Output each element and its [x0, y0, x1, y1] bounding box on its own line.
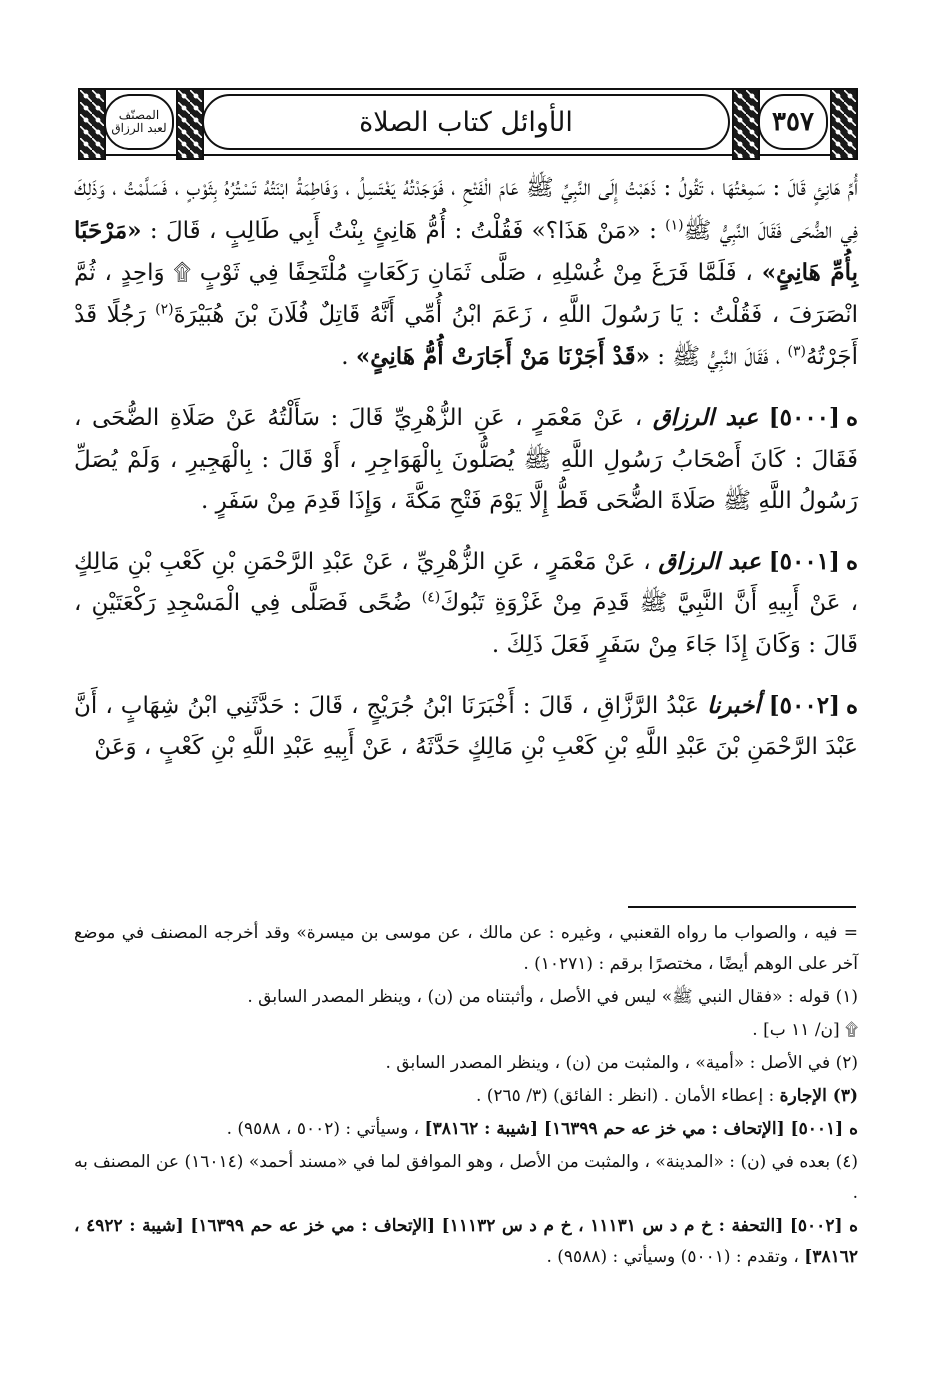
page-number: [758, 94, 828, 150]
isnad-head: عبد الرزاق: [652, 403, 759, 431]
text-run: ، عَنْ مَعْمَرٍ ، عَنِ الزُّهْرِيِّ ، عَنْ عَبْدِ الرَّحْمَنِ بْنِ كَعْبِ بْنِ مَالِكٍ ، عَنْ أَبِيهِ أَنَّ النَّبِيَّ ﷺ قَدِمَ مِنْ غَزْوَةِ تَبُوكَ: [74, 548, 858, 617]
footnote-text: ، وتقدم : (٥٠٠١) وسيأتي : (٩٥٨٨) .: [546, 1247, 805, 1267]
text-run: رَجُلًا قَدْ أَجَرْتُهُ: [74, 301, 858, 371]
ornament-icon: [830, 88, 858, 160]
hadith-number: [٥٠٠١]: [768, 547, 840, 575]
book-badge-text: المصنّف لعبد الرزاق: [111, 108, 167, 135]
footnote-ref: (٣): [787, 343, 806, 360]
footnote-label: ه [٥٠٠٢] [التحفة : خ م د س ١١١٣١ ، خ م د س ١١١٣٢] [الإتحاف : مي خز عه حم ١٦٣٩٩] [شيبة : ٤٩٢٢ ، ٣٨١٦٢]: [74, 1216, 858, 1267]
footnote-1: (١) قوله : «فقال النبي ﷺ» ليس في الأصل ، وأثبتناه من (ن) ، وينظر المصدر السابق .: [247, 987, 858, 1007]
footnote-5002: [74, 1211, 858, 1273]
page-number-text: ٣٥٧: [772, 107, 814, 137]
text-run: أُمِّ هَانِئٍ قَالَ : سَمِعْتُهَا ، تَقُولُ : ذَهَبْتُ إِلَى النَّبِيِّ ﷺ عَامَ الْفَتْحِ ، فَوَجَدْتُهُ يَغْتَسِلُ ، وَفَاطِمَةُ ابْنَتُهُ تَسْتُرُهُ بِثَوْبٍ ، فَسَلَّمْتُ ، وَذَلِكَ فِي الضُّحَى فَقَالَ النَّبِيُّ ﷺ: [74, 175, 858, 244]
footnote-4: (٤) بعده في (ن) : «المدينة» ، والمثبت من الأصل ، وهو الموافق لما في «مسند أحمد» (١٦٠١٤) عن المصنف به .: [74, 1152, 858, 1203]
text-run: عَبْدُ الرَّزَّاقِ ، قَالَ : أَخْبَرَنَا ابْنُ جُرَيْجٍ ، قَالَ : حَدَّثَنِي ابْنُ شِهَابٍ ، أَنَّ عَبْدَ الرَّحْمَنِ بْنَ عَبْدِ اللَّهِ بْنِ كَعْبِ بْنِ مَالِكٍ حَدَّثَهُ ، عَنْ أَبِيهِ عَبْدِ اللَّهِ بْنِ كَعْبٍ ، وَعَنْ: [74, 692, 858, 761]
footnote-divider: [628, 906, 856, 908]
quoted-saying: «مَرْحَبًا بِأُمِّ هَانِئٍ»: [74, 216, 858, 287]
text-run: .: [341, 344, 356, 371]
hadith-bullet: ه: [845, 691, 859, 719]
hadith-number: [٥٠٠٢]: [768, 691, 840, 719]
footnote-manuscript-folio: ۩ [ن/ ١١ ب] .: [752, 1020, 858, 1040]
footnote-text: : إعطاء الأمان . (انظر : الفائق) (٣/ ٢٦٥) .: [475, 1086, 780, 1106]
running-title: [202, 94, 730, 150]
footnote-text: ، وسيأتي : (٥٠٠٢ ، ٩٥٨٨) .: [226, 1119, 425, 1139]
hadith-5001: [74, 541, 858, 667]
text-run: ، عَنْ مَعْمَرٍ ، عَنِ الزُّهْرِيِّ قَالَ : سَأَلْتُهُ عَنْ صَلَاةِ الضُّحَى ، فَقَالَ : كَانَ أَصْحَابُ رَسُولِ اللَّهِ ﷺ يُصَلُّونَ بِالْهَوَاجِرِ ، أَوْ قَالَ : بِالْهَجِيرِ ، وَلَمْ يُصَلِّ رَسُولُ اللَّهِ ﷺ صَلَاةَ الضُّحَى قَطُّ إِلَّا يَوْمَ فَتْحِ مَكَّةَ ، وَإِذَا قَدِمَ مِنْ سَفَرٍ .: [74, 404, 858, 515]
hadith-5000: [74, 397, 858, 523]
footnote-5001: [74, 1114, 858, 1145]
footnote-label: (٣) الإجارة: [779, 1086, 858, 1106]
footnote-3: [74, 1081, 858, 1112]
hadith-number: [٥٠٠٠]: [768, 403, 840, 431]
main-text: [74, 168, 858, 769]
ornament-icon: [78, 88, 106, 160]
footnote-ref: (٢): [155, 301, 174, 318]
footnote-ref: (١): [665, 216, 684, 233]
isnad-head: أخبرنا: [707, 691, 761, 719]
quoted-saying: «قَدْ أَجَرْنَا مَنْ أَجَارَتْ أُمُّ هَانِئٍ»: [355, 343, 650, 371]
footnotes: [74, 918, 858, 1275]
ornament-icon: [176, 88, 204, 160]
hadith-5002: [74, 685, 858, 769]
footnote-2: (٢) في الأصل : «أمية» ، والمثبت من (ن) ، وينظر المصدر السابق .: [385, 1053, 858, 1073]
text-run: ضُحًى فَصَلَّى فِي الْمَسْجِدِ رَكْعَتَيْنِ ، قَالَ : وَكَانَ إِذَا جَاءَ مِنْ سَفَرٍ فَعَلَ ذَلِكَ .: [74, 590, 858, 658]
text-run: ، فَلَمَّا فَرَغَ مِنْ غُسْلِهِ ، صَلَّى ثَمَانِ رَكَعَاتٍ مُلْتَحِفًا فِي ثَوْبٍ ۩ وَاحِدٍ ، ثُمَّ انْصَرَفَ ، فَقُلْتُ : يَا رَسُولَ اللَّهِ ، زَعَمَ ابْنُ أُمِّي أَنَّهُ قَاتِلٌ فُلَانَ بْنَ هُبَيْرَةَ: [74, 260, 858, 328]
paragraph-continuation: [74, 168, 858, 379]
hadith-bullet: ه: [845, 547, 858, 575]
footnote-ref: (٤): [421, 589, 441, 606]
page-header: [78, 88, 854, 156]
footnote-continued: = فيه ، والصواب ما رواه القعنبي ، وغيره : عن مالك ، عن موسى بن ميسرة» وقد أخرجه المصنف في موضع آخر على الوهم أيضًا ، مختصرًا برقم : (١٠٢٧١) .: [74, 923, 858, 974]
ornament-icon: [732, 88, 760, 160]
isnad-head: عبد الرزاق: [658, 547, 761, 575]
book-badge: [104, 94, 174, 150]
running-title-text: الأوائل كتاب الصلاة: [359, 106, 573, 138]
text-run: ، فَقَالَ النَّبِيُّ ﷺ :: [649, 344, 788, 371]
footnote-label: ه [٥٠٠١] [الإتحاف : مي خز عه حم ١٦٣٩٩] [شيبة : ٣٨١٦٢]: [424, 1119, 858, 1139]
hadith-bullet: ه: [845, 403, 858, 431]
text-run: : «مَنْ هَذَا؟» فَقُلْتُ : أُمُّ هَانِئٍ بِنْتُ أَبِي طَالِبٍ ، قَالَ :: [141, 217, 666, 244]
